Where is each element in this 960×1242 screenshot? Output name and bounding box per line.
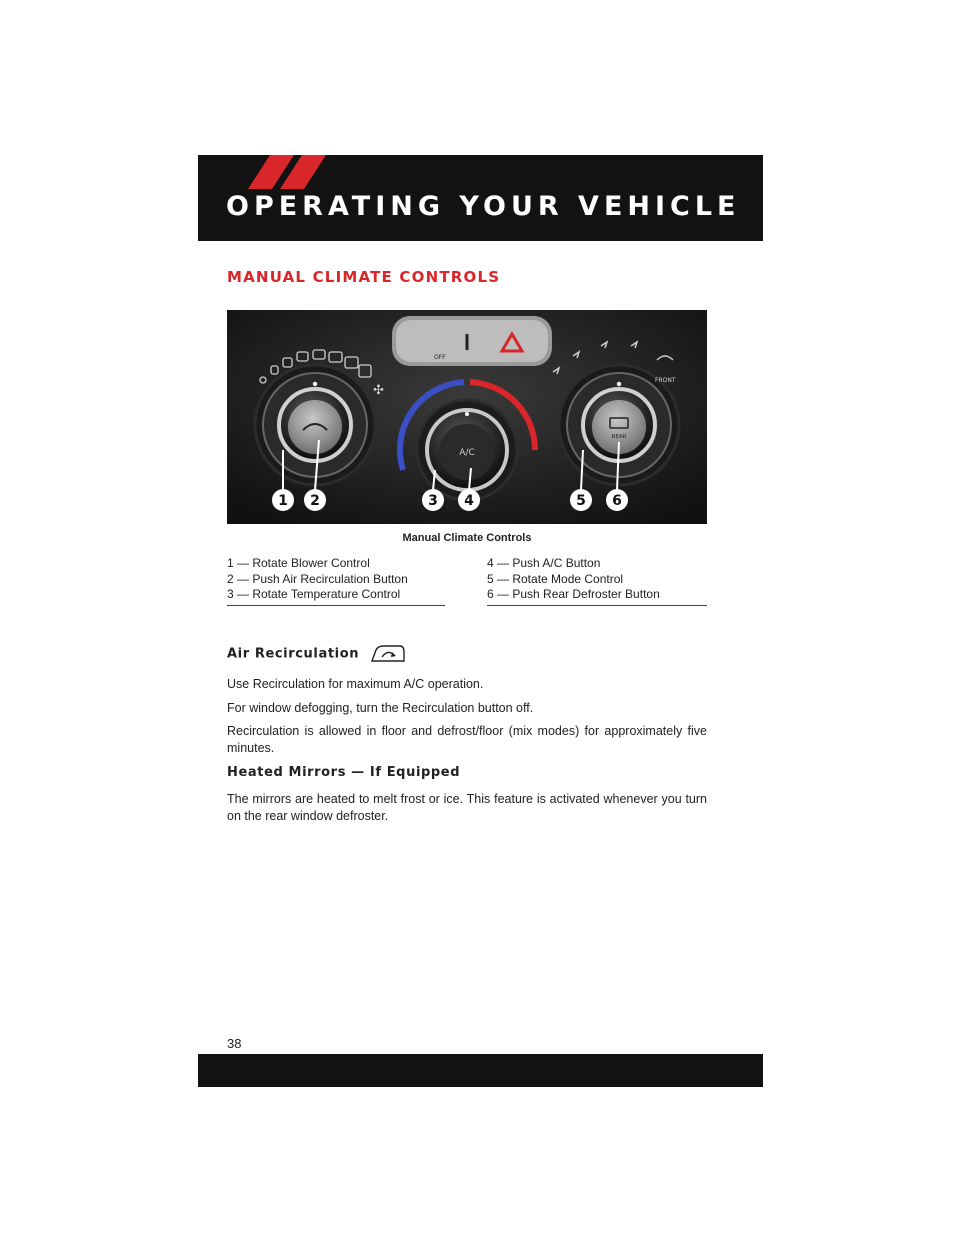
legend-left bbox=[227, 556, 445, 606]
fan-icon: ✣ bbox=[373, 383, 384, 398]
legend-item: 6 — Push Rear Defroster Button bbox=[487, 587, 660, 601]
legend-right bbox=[487, 556, 707, 606]
legend-item: 5 — Rotate Mode Control bbox=[487, 571, 624, 586]
legend-item: 2 — Push Air Recirculation Button bbox=[227, 571, 408, 586]
front-defrost-label: FRONT bbox=[655, 377, 676, 384]
air-recirculation-para-3: Recirculation is allowed in floor and defrost/floor (mix modes) for approximately five minutes. bbox=[227, 724, 707, 755]
footer-band bbox=[198, 1054, 763, 1087]
callout-6: 6 bbox=[612, 493, 622, 509]
rear-button-label: REAR bbox=[611, 434, 627, 440]
air-recirculation-title: Air Recirculation bbox=[227, 646, 360, 662]
air-recirculation-para-2: For window defogging, turn the Recirculation button off. bbox=[227, 701, 534, 715]
heated-mirrors-heading: Heated Mirrors — If Equipped bbox=[227, 765, 461, 780]
page-number: 38 bbox=[227, 1036, 242, 1051]
air-recirculation-heading bbox=[227, 644, 406, 664]
recirculation-icon bbox=[370, 644, 406, 664]
esc-off-label: OFF bbox=[434, 354, 446, 361]
callout-1: 1 bbox=[278, 493, 288, 509]
header-band bbox=[198, 155, 763, 241]
callout-5: 5 bbox=[576, 493, 586, 509]
header-title: OPERATING YOUR VEHICLE bbox=[226, 191, 741, 222]
callout-4: 4 bbox=[464, 493, 474, 509]
callout-3: 3 bbox=[428, 493, 438, 509]
air-recirculation-para-1: Use Recirculation for maximum A/C operation. bbox=[227, 677, 484, 691]
figure-caption: Manual Climate Controls bbox=[402, 532, 532, 544]
callout-2: 2 bbox=[310, 493, 320, 509]
heated-mirrors-para: The mirrors are heated to melt frost or ice. This feature is activated whenever you turn on the rear window defroster. bbox=[227, 792, 707, 823]
brand-stripes-icon bbox=[248, 155, 338, 189]
ac-button-label: A/C bbox=[459, 448, 475, 458]
section-title: MANUAL CLIMATE CONTROLS bbox=[227, 268, 501, 286]
legend-item: 4 — Push A/C Button bbox=[487, 556, 601, 570]
climate-controls-photo bbox=[227, 310, 707, 524]
legend-item: 1 — Rotate Blower Control bbox=[227, 556, 370, 570]
legend-item: 3 — Rotate Temperature Control bbox=[227, 587, 401, 601]
